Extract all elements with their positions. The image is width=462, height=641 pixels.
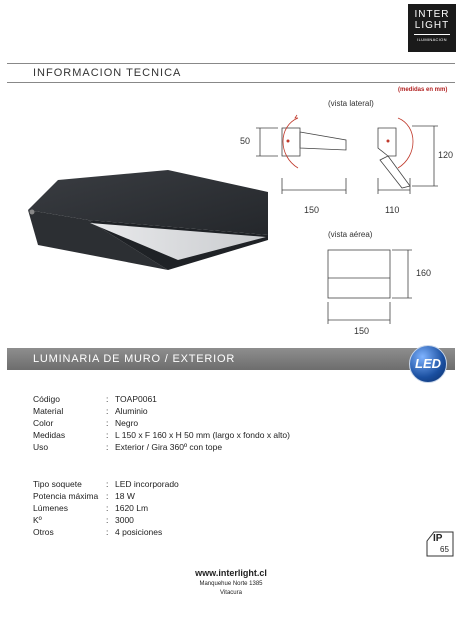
spec-key: Color	[33, 418, 54, 428]
spec-key: Código	[33, 394, 60, 404]
top-view-drawing	[318, 240, 418, 330]
spec-key: Kº	[33, 515, 42, 525]
spec-value: TOAP0061	[115, 394, 157, 404]
ip-label: IP	[433, 533, 443, 544]
category-title: LUMINARIA DE MURO / EXTERIOR	[33, 353, 236, 365]
top-view-label: (vista aérea)	[328, 230, 373, 239]
footer-address: Manquehue Norte 1385	[199, 581, 263, 587]
spec-key: Material	[33, 406, 64, 416]
spec-value: Negro	[115, 418, 139, 428]
section-title: INFORMACION TECNICA	[33, 67, 182, 79]
spec-key: Otros	[33, 527, 54, 537]
side-view-label: (vista lateral)	[328, 99, 374, 108]
ip-rating: 65	[440, 545, 449, 554]
logo-line2: LIGHT	[414, 20, 450, 31]
logo-line3: ILUMINACION	[417, 37, 447, 42]
spec-value: 4 posiciones	[115, 527, 163, 537]
spec-value: 3000	[115, 515, 134, 525]
dim-length-top: 150	[354, 326, 370, 336]
spec-value: Aluminio	[115, 406, 148, 416]
spec-key: Uso	[33, 442, 49, 452]
led-badge-icon: LED	[409, 345, 447, 383]
dim-depth-total: 120	[438, 150, 454, 160]
spec-separator: :	[106, 491, 109, 501]
spec-separator: :	[106, 394, 109, 404]
logo-divider	[414, 34, 450, 35]
spec-value: Exterior / Gira 360º con tope	[115, 442, 223, 452]
footer-city: Vitacura	[220, 590, 242, 596]
spec-value: L 150 x F 160 x H 50 mm (largo x fondo x alto)	[115, 430, 290, 440]
logo-line1: INTER	[414, 9, 450, 20]
spec-value: 1620 Lm	[115, 503, 149, 513]
units-note: (medidas en mm)	[398, 87, 448, 93]
spec-separator: :	[106, 442, 109, 452]
dim-width-top: 160	[416, 268, 432, 278]
spec-separator: :	[106, 503, 109, 513]
dim-depth-side: 110	[385, 205, 400, 215]
spec-separator: :	[106, 406, 109, 416]
spec-key: Medidas	[33, 430, 66, 440]
dim-length-side: 150	[304, 205, 320, 215]
product-image	[18, 160, 273, 280]
spec-separator: :	[106, 430, 109, 440]
spec-separator: :	[106, 479, 109, 489]
spec-separator: :	[106, 527, 109, 537]
spec-separator: :	[106, 515, 109, 525]
spec-key: Lúmenes	[33, 503, 68, 513]
website-link[interactable]: www.interlight.cl	[195, 568, 267, 578]
header-rule-bottom	[7, 82, 455, 83]
spec-value: 18 W	[115, 491, 135, 501]
side-view-drawing	[238, 108, 460, 218]
spec-value: LED incorporado	[115, 479, 179, 489]
brand-logo	[408, 4, 456, 52]
header-rule-top	[7, 63, 455, 64]
dim-height: 50	[240, 136, 251, 146]
spec-key: Potencia máxima	[33, 491, 99, 501]
spec-separator: :	[106, 418, 109, 428]
spec-key: Tipo soquete	[33, 479, 82, 489]
